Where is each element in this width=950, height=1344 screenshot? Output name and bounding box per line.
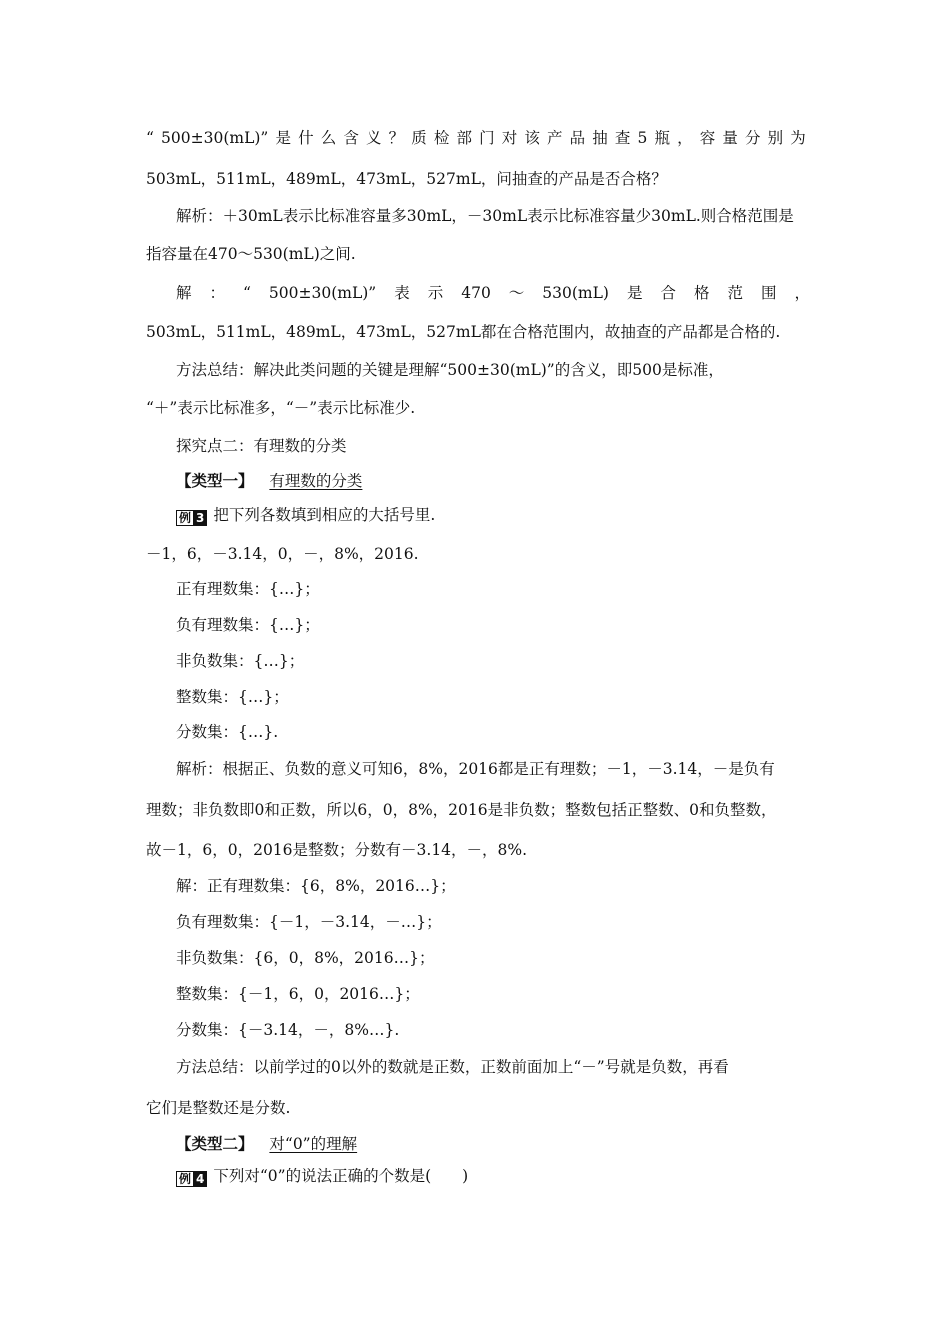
problem-line-1-part: 什 <box>298 129 314 147</box>
problem-line-1-part: 对 <box>501 129 518 147</box>
analysis-2-line-1: 解析：根据正、负数的意义可知6，8%，2016都是正有理数；－1，－3.14，－是负有 <box>176 760 775 778</box>
example-4-badge-label: 例 <box>176 1171 194 1187</box>
problem-line-1-part: ， <box>677 129 693 147</box>
example-4-badge-number: 4 <box>193 1171 207 1187</box>
analysis-line-2: 指容量在470～530(mL)之间. <box>146 245 356 263</box>
problem-line-1-part: 门 <box>479 129 495 147</box>
solution-line-1-part: ： <box>209 284 226 302</box>
problem-line-1-part: 质 <box>411 129 427 147</box>
problem-line-1-part: 为 <box>790 129 806 147</box>
solution-line-1-part: ～ <box>508 284 525 302</box>
problem-line-1-part: 别 <box>767 129 784 147</box>
set-positive-rational-blank: 正有理数集：{…}； <box>176 580 320 598</box>
solution-line-1-part: ， <box>794 284 810 302</box>
solution-line-2: 503mL，511mL，489mL，473mL，527mL都在合格范围内，故抽查的产品都是合格的. <box>146 323 781 341</box>
problem-line-1-part: 检 <box>433 129 450 147</box>
set-non-negative-blank: 非负数集：{…}； <box>176 652 305 670</box>
type-two-title: 对“0”的理解 <box>269 1135 358 1153</box>
section-heading: 探究点二：有理数的分类 <box>176 437 347 455</box>
type-one-title: 有理数的分类 <box>269 472 363 490</box>
solution-line-1-part: 是 <box>626 284 643 302</box>
type-one-bracket: 【类型一】 <box>176 471 254 490</box>
type-two-heading <box>176 1134 357 1154</box>
example-3-badge-number: 3 <box>193 510 207 526</box>
example-3-line <box>176 505 435 526</box>
method-summary-line-1: 方法总结：解决此类问题的关键是理解“500±30(mL)”的含义，即500是标准， <box>176 361 724 379</box>
problem-line-1-part: 品 <box>569 129 586 147</box>
example-4-badge <box>176 1171 207 1187</box>
solution-line-1-part: 500±30(mL)” <box>268 284 377 302</box>
example-4-text: 下列对“0”的说法正确的个数是( ) <box>213 1167 469 1185</box>
solution-non-negative: 非负数集：{6，0，8%，2016…}； <box>176 949 435 967</box>
set-integer-blank: 整数集：{…}； <box>176 688 289 706</box>
problem-line-1-part: 该 <box>524 129 540 147</box>
problem-line-1-part: 部 <box>456 129 472 147</box>
problem-line-1-part: 么 <box>320 129 337 147</box>
problem-line-1-part: ？ <box>388 129 405 147</box>
method-summary-2-line-1: 方法总结：以前学过的0以外的数就是正数，正数前面加上“－”号就是负数，再看 <box>176 1058 729 1076</box>
solution-line-1-part: 表 <box>394 284 410 302</box>
solution-line-1-part: 格 <box>693 284 710 302</box>
solution-fraction: 分数集：{－3.14，－，8%…}. <box>176 1021 400 1039</box>
example-3-badge-label: 例 <box>176 510 194 526</box>
solution-integer: 整数集：{－1，6，0，2016…}； <box>176 985 420 1003</box>
type-two-bracket: 【类型二】 <box>176 1134 254 1153</box>
set-fraction-blank: 分数集：{…}. <box>176 723 279 741</box>
problem-line-1-part: 5 <box>637 129 648 147</box>
solution-line-1-part: 范 <box>727 284 743 302</box>
solution-line-1-part: 合 <box>660 284 676 302</box>
problem-line-2: 503mL，511mL，489mL，473mL，527mL，问抽查的产品是否合格？ <box>146 170 667 188</box>
problem-line-1-part: 含 <box>343 129 359 147</box>
solution-line-1-part: 解 <box>176 284 192 302</box>
solution-line-1-part: 470 <box>461 284 491 302</box>
solution-line-1-part: “ <box>243 284 251 302</box>
example-3-badge <box>176 510 207 526</box>
solution-line-1-part: 围 <box>760 284 777 302</box>
set-negative-rational-blank: 负有理数集：{…}； <box>176 616 320 634</box>
numbers-list: －1，6，－3.14，0，－，8%，2016. <box>146 545 419 563</box>
problem-line-1-part: 抽 <box>592 129 608 147</box>
solution-positive-rational: 解：正有理数集：{6，8%，2016…}； <box>176 877 456 895</box>
analysis-2-line-2: 理数；非负数即0和正数，所以6，0，8%，2016是非负数；整数包括正整数、0和负整数， <box>146 801 777 819</box>
solution-line-1-part: 示 <box>427 284 444 302</box>
example-4-line <box>176 1166 468 1187</box>
problem-line-1-part: 500±30(mL)” <box>161 129 269 147</box>
problem-line-1-part: 产 <box>546 129 563 147</box>
solution-line-1-part: 530(mL) <box>542 284 609 302</box>
analysis-line-1: 解析：＋30mL表示比标准容量多30mL，－30mL表示比标准容量少30mL.则合格范围是 <box>176 207 794 225</box>
problem-line-1-part: 义 <box>365 129 382 147</box>
method-summary-line-2: “＋”表示比标准多，“－”表示比标准少. <box>146 399 416 417</box>
analysis-2-line-3: 故－1，6，0，2016是整数；分数有－3.14，－，8%. <box>146 841 528 859</box>
problem-line-1-part: 分 <box>744 129 761 147</box>
type-one-heading <box>176 471 362 491</box>
problem-line-1-part: 查 <box>614 129 631 147</box>
problem-line-1-part: 是 <box>275 129 291 147</box>
example-3-text: 把下列各数填到相应的大括号里. <box>213 506 436 524</box>
problem-line-1-part: “ <box>146 129 154 147</box>
solution-line-1 <box>176 283 810 303</box>
problem-line-1-part: 量 <box>722 129 738 147</box>
problem-line-1 <box>146 128 806 148</box>
problem-line-1-part: 容 <box>699 129 716 147</box>
method-summary-2-line-2: 它们是整数还是分数. <box>146 1099 291 1117</box>
problem-line-1-part: 瓶 <box>654 129 670 147</box>
solution-negative-rational: 负有理数集：{－1，－3.14，－…}； <box>176 913 442 931</box>
